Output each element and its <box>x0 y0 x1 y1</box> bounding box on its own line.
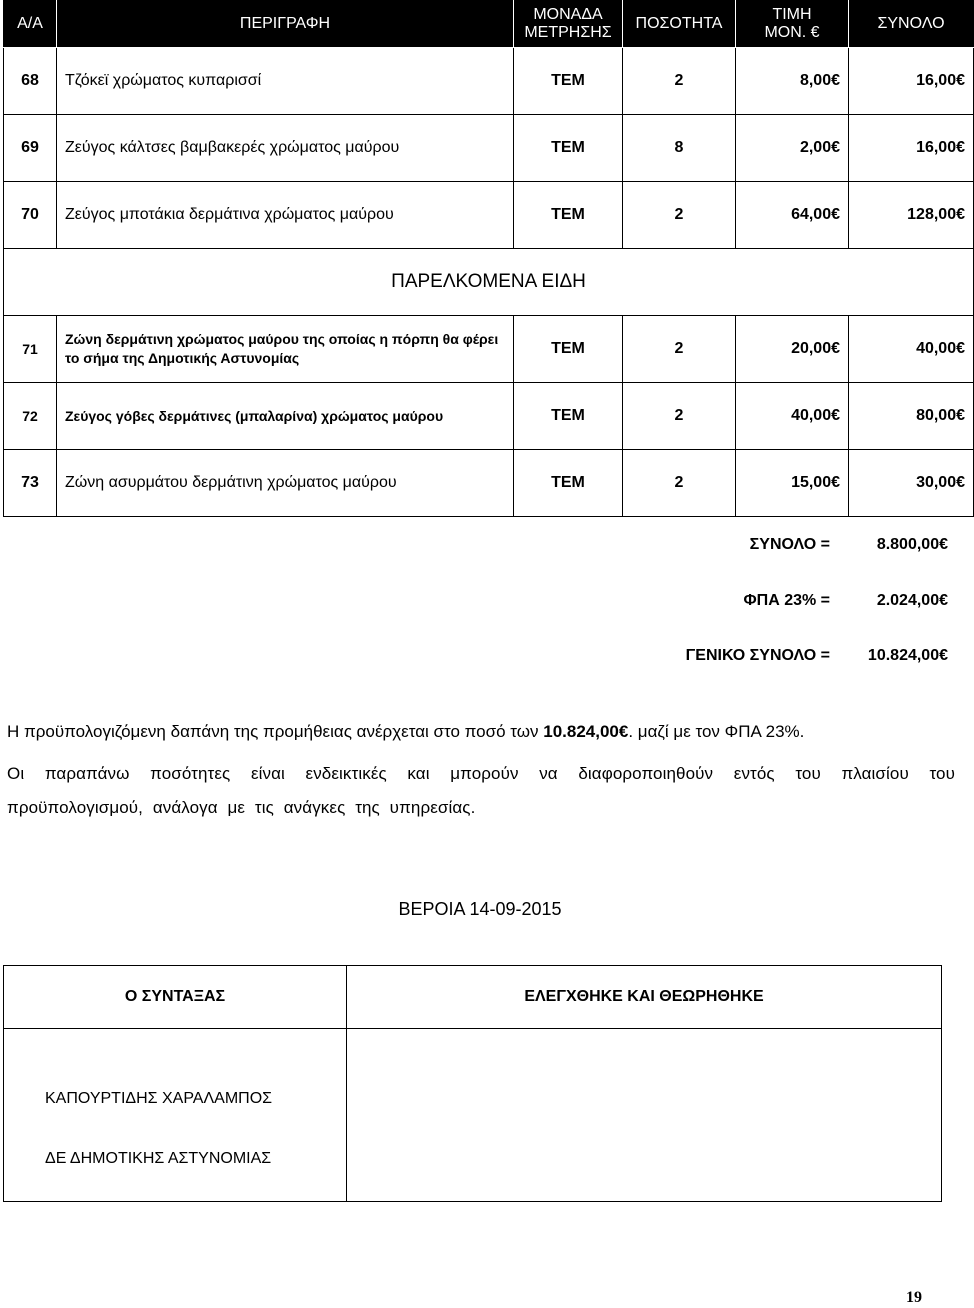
signature-body-row <box>4 1029 942 1202</box>
compiler-cell <box>4 1029 347 1202</box>
row-unit: ΤΕΜ <box>514 383 623 450</box>
grand-total-line <box>648 647 948 667</box>
row-total: 80,00€ <box>849 383 974 450</box>
budget-text-before: Η προϋπολογιζόμενη δαπάνη της προμήθειας ανέρχεται στο ποσό των <box>7 722 544 741</box>
items-table <box>3 0 974 517</box>
document-date: ΒΕΡΟΙΑ 14-09-2015 <box>398 899 562 919</box>
signature-table <box>3 965 942 1202</box>
quantities-paragraph: Οι παραπάνω ποσότητες είναι ενδεικτικές και μπορούν να διαφοροποιηθούν εντός του πλαισίου του προϋπολογισμού, ανάλογα με τις ανάγκες της υπηρεσίας. <box>7 764 955 817</box>
subtotal-line <box>648 536 948 556</box>
row-description: Τζόκεϊ χρώματος κυπαρισσί <box>57 48 514 115</box>
row-total: 30,00€ <box>849 450 974 517</box>
row-total: 128,00€ <box>849 182 974 249</box>
compiler-title: Ο ΣΥΝΤΑΞΑΣ <box>4 966 347 1029</box>
subtotal-label: ΣΥΝΟΛΟ = <box>749 536 830 553</box>
row-total: 40,00€ <box>849 316 974 383</box>
grand-total-value: 10.824,00€ <box>867 647 948 664</box>
row-price: 8,00€ <box>736 48 849 115</box>
row-price: 15,00€ <box>736 450 849 517</box>
grand-total-label: ΓΕΝΙΚΟ ΣΥΝΟΛΟ = <box>685 647 830 664</box>
row-description: Ζεύγος μποτάκια δερμάτινα χρώματος μαύρου <box>57 182 514 249</box>
row-aa: 71 <box>4 316 57 383</box>
row-price: 2,00€ <box>736 115 849 182</box>
row-unit: ΤΕΜ <box>514 450 623 517</box>
header-total: ΣΥΝΟΛΟ <box>849 1 974 48</box>
row-total: 16,00€ <box>849 115 974 182</box>
row-quantity: 2 <box>623 316 736 383</box>
row-description: Ζεύγος γόβες δερμάτινες (μπαλαρίνα) χρώματος μαύρου <box>57 383 514 450</box>
budget-amount: 10.824,00€ <box>543 722 629 741</box>
header-unit <box>514 1 623 48</box>
compiler-name: ΚΑΠΟΥΡΤΙΔΗΣ ΧΑΡΑΛΑΜΠΟΣ <box>45 1090 273 1107</box>
row-quantity: 2 <box>623 182 736 249</box>
header-aa: Α/Α <box>4 1 57 48</box>
table-row <box>4 115 974 182</box>
budget-paragraph <box>7 722 955 742</box>
header-unit-line2: ΜΕΤΡΗΣΗΣ <box>524 24 612 41</box>
approver-cell <box>347 1029 942 1202</box>
row-quantity: 2 <box>623 450 736 517</box>
approver-title: ΕΛΕΓΧΘΗΚΕ ΚΑΙ ΘΕΩΡΗΘΗΚΕ <box>347 966 942 1029</box>
row-aa: 69 <box>4 115 57 182</box>
row-description: Ζεύγος κάλτσες βαμβακερές χρώματος μαύρου <box>57 115 514 182</box>
header-price-line1: ΤΙΜΗ <box>772 6 812 23</box>
row-aa: 70 <box>4 182 57 249</box>
table-row <box>4 383 974 450</box>
table-row <box>4 450 974 517</box>
vat-line <box>648 592 948 612</box>
header-unit-line1: ΜΟΝΑΔΑ <box>533 6 603 23</box>
budget-text-after: . μαζί με τον ΦΠΑ 23%. <box>628 722 805 741</box>
vat-value: 2.024,00€ <box>876 592 948 609</box>
row-quantity: 2 <box>623 48 736 115</box>
table-header-row <box>4 1 974 48</box>
row-aa: 68 <box>4 48 57 115</box>
section-row <box>4 249 974 316</box>
row-description: Ζώνη ασυρμάτου δερμάτινη χρώματος μαύρου <box>57 450 514 517</box>
row-price: 64,00€ <box>736 182 849 249</box>
row-quantity: 2 <box>623 383 736 450</box>
row-quantity: 8 <box>623 115 736 182</box>
row-unit: ΤΕΜ <box>514 48 623 115</box>
row-unit: ΤΕΜ <box>514 182 623 249</box>
section-title: ΠΑΡΕΛΚΟΜΕΝΑ ΕΙΔΗ <box>4 249 974 316</box>
subtotal-value: 8.800,00€ <box>876 536 948 553</box>
vat-label: ΦΠΑ 23% = <box>743 592 830 609</box>
row-price: 40,00€ <box>736 383 849 450</box>
header-price-line2: ΜΟΝ. € <box>764 24 820 41</box>
header-quantity: ΠΟΣΟΤΗΤΑ <box>623 1 736 48</box>
row-aa: 72 <box>4 383 57 450</box>
header-description: ΠΕΡΙΓΡΑΦΗ <box>57 1 514 48</box>
row-unit: ΤΕΜ <box>514 316 623 383</box>
row-total: 16,00€ <box>849 48 974 115</box>
header-unit-price <box>736 1 849 48</box>
row-description: Ζώνη δερμάτινη χρώματος μαύρου της οποίας η πόρπη θα φέρει το σήμα της Δημοτικής Αστυνομίας <box>57 316 514 383</box>
row-unit: ΤΕΜ <box>514 115 623 182</box>
row-price: 20,00€ <box>736 316 849 383</box>
table-row <box>4 48 974 115</box>
compiler-role: ΔΕ ΔΗΜΟΤΙΚΗΣ ΑΣΤΥΝΟΜΙΑΣ <box>45 1150 272 1167</box>
table-row <box>4 182 974 249</box>
page-number: 19 <box>906 1289 922 1306</box>
row-aa: 73 <box>4 450 57 517</box>
table-row <box>4 316 974 383</box>
signature-header-row <box>4 966 942 1029</box>
